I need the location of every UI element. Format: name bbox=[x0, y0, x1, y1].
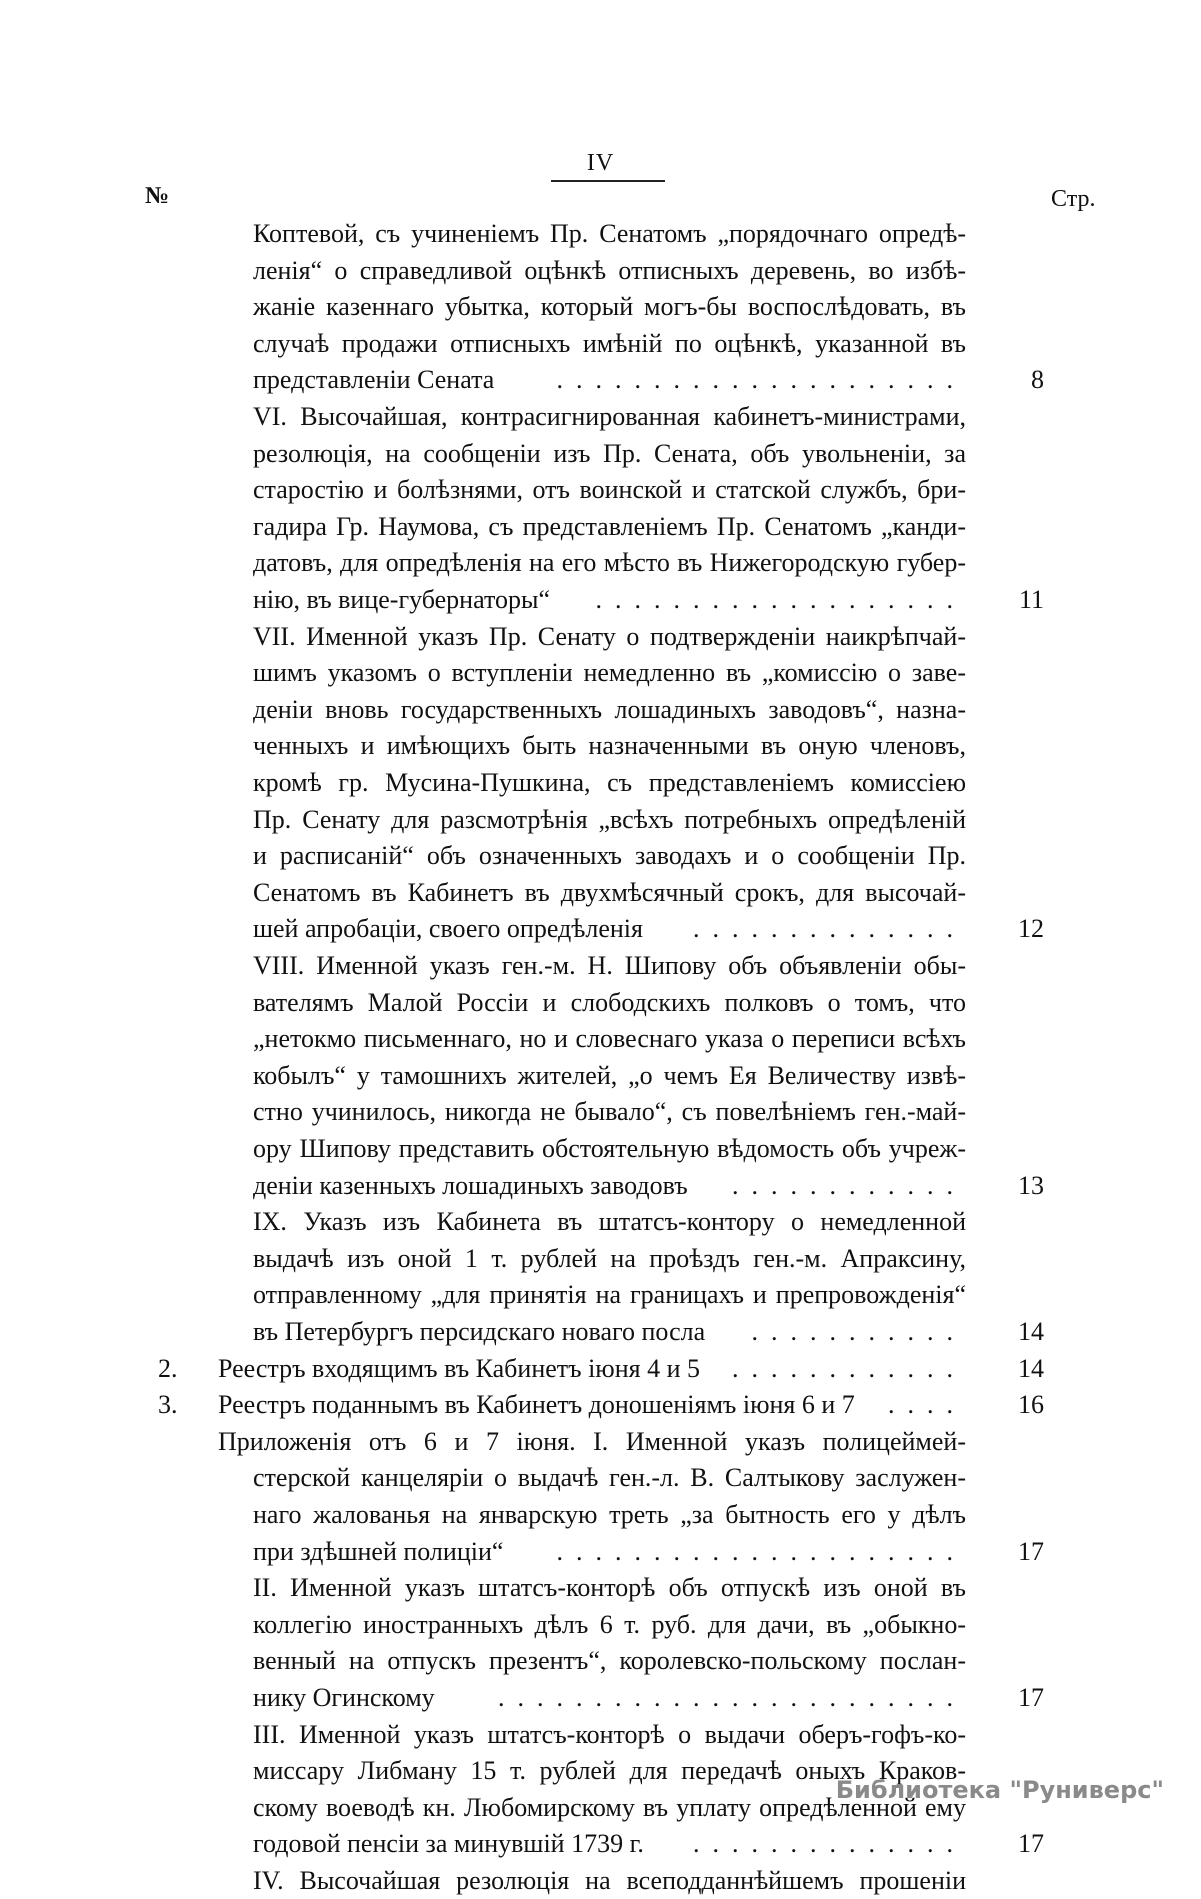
page-reference: 12 bbox=[1018, 914, 1044, 943]
entry-text-line: наго жалованья на январскую треть „за бытность его у дѣлъ bbox=[253, 1500, 966, 1529]
entry-text-line: VI. Высочайшая, контрасигнированная кабинетъ-министрами, bbox=[253, 402, 966, 431]
entry-text-line: отправленному „для принятія на границахъ и препровожденія“ bbox=[253, 1280, 966, 1309]
entry-text: представленіи Сената bbox=[253, 365, 495, 394]
entry-text-line: резолюція, на сообщеніи изъ Пр. Сената, объ увольненіи, за bbox=[253, 439, 966, 468]
entry-text-line: коллегію иностранныхъ дѣлъ 6 т. руб. для дачи, въ „обыкно- bbox=[253, 1610, 966, 1639]
entry-text: нику Огинскому bbox=[253, 1683, 435, 1712]
dot-leader: ........... bbox=[751, 1317, 966, 1346]
dot-leader: .............. bbox=[693, 1829, 966, 1858]
dot-leader: ........................ bbox=[498, 1683, 966, 1712]
entry-text: Реестръ входящимъ въ Кабинетъ іюня 4 и 5 bbox=[218, 1354, 701, 1383]
column-page-label: Стр. bbox=[1051, 186, 1096, 212]
entry-number: 2. bbox=[158, 1354, 178, 1383]
page-reference: 16 bbox=[1018, 1390, 1044, 1419]
entry-number: 3. bbox=[158, 1390, 178, 1419]
entry-text-line bbox=[218, 1387, 966, 1423]
dot-leader: ............ bbox=[732, 1354, 966, 1383]
page-reference: 14 bbox=[1018, 1354, 1044, 1383]
entry-text-line: скому воеводѣ кн. Любомирскому въ уплату опредѣленной ему bbox=[253, 1793, 966, 1822]
entry-text-line bbox=[253, 1314, 966, 1350]
entry-text-line: III. Именной указъ штатсъ-конторѣ о выдачи оберъ-гофъ-ко- bbox=[253, 1720, 966, 1749]
entry-text-line: деніи вновь государственныхъ лошадиныхъ заводовъ“, назна- bbox=[253, 695, 966, 724]
entry-text-line: Пр. Сенату для разсмотрѣнія „всѣхъ потребныхъ опредѣленій bbox=[253, 805, 966, 834]
entry-text-line bbox=[218, 1351, 966, 1387]
entry-text-line bbox=[253, 1680, 966, 1716]
entry-text-line: стерской канцеляріи о выдачѣ ген.-л. В. Салтыкову заслужен- bbox=[253, 1463, 966, 1492]
entry-text-line: Сенатомъ въ Кабинетъ въ двухмѣсячный срокъ, для высочай- bbox=[253, 878, 966, 907]
entry-text: при здѣшней полиціи“ bbox=[253, 1537, 504, 1566]
entry-text-line: ору Шипову представить обстоятельную вѣдомость объ учреж- bbox=[253, 1134, 966, 1163]
entry-text-line: миссару Либману 15 т. рублей для передачѣ оныхъ Краков- bbox=[253, 1756, 966, 1785]
entry-text: годовой пенсіи за минувшій 1739 г. bbox=[253, 1829, 644, 1858]
entry-text-line: кромѣ гр. Мусина-Пушкина, съ представленіемъ комиссіею bbox=[253, 768, 966, 797]
entry-text: деніи казенныхъ лошадиныхъ заводовъ bbox=[253, 1171, 688, 1200]
page-reference: 17 bbox=[1018, 1829, 1044, 1858]
dot-leader: ................... bbox=[595, 585, 966, 614]
dot-leader: ..................... bbox=[556, 365, 966, 394]
page-reference: 13 bbox=[1018, 1171, 1044, 1200]
page-reference: 8 bbox=[1031, 365, 1044, 394]
entry-text-line: случаѣ продажи отписныхъ имѣній по оцѣнкѣ, указанной въ bbox=[253, 329, 966, 358]
entry-text-line: VII. Именной указъ Пр. Сенату о подтвержденіи наикрѣпчай- bbox=[253, 622, 966, 651]
entry-text-line: вателямъ Малой Россіи и слободскихъ полковъ о томъ, что bbox=[253, 988, 966, 1017]
page-reference: 11 bbox=[1018, 585, 1044, 614]
column-number-label: № bbox=[145, 183, 170, 209]
entry-text-line: ленія“ о справедливой оцѣнкѣ отписныхъ деревень, во избѣ- bbox=[253, 256, 966, 285]
dot-leader: .............. bbox=[693, 914, 966, 943]
entry-text-line: IV. Высочайшая резолюція на всеподданнѣйшемъ прошеніи bbox=[253, 1866, 966, 1895]
entry-text-line: венный на отпускъ презентъ“, королевско-польскому послан- bbox=[253, 1646, 966, 1675]
dot-leader: .... bbox=[888, 1390, 966, 1419]
header-rule bbox=[551, 180, 665, 182]
entry-text-line: гадира Гр. Наумова, съ представленіемъ Пр. Сенатомъ „канди- bbox=[253, 512, 966, 541]
entry-text-line: IX. Указъ изъ Кабинета въ штатсъ-контору о немедленной bbox=[253, 1207, 966, 1236]
entry-text-line: Приложенія отъ 6 и 7 іюня. I. Именной указъ полицеймей- bbox=[218, 1427, 966, 1456]
entry-text: въ Петербургъ персидскаго новаго посла bbox=[253, 1317, 706, 1346]
entry-text-line: шимъ указомъ о вступленіи немедленно въ „комиссію о заве- bbox=[253, 658, 966, 687]
entry-text-line: „нетокмо письменнаго, но и словеснаго указа о переписи всѣхъ bbox=[253, 1024, 966, 1053]
entry-text-line bbox=[253, 362, 966, 398]
entry-text-line: VIII. Именной указъ ген.-м. Н. Шипову объ объявленіи обы- bbox=[253, 951, 966, 980]
watermark: Библиотека "Руниверс" bbox=[835, 1776, 1164, 1804]
entry-text-line: выдачѣ изъ оной 1 т. рублей на проѣздъ ген.-м. Апраксину, bbox=[253, 1244, 966, 1273]
entry-text-line: Коптевой, съ учиненіемъ Пр. Сенатомъ „порядочнаго опредѣ- bbox=[253, 219, 966, 248]
entry-text: шей апробаціи, своего опредѣленія bbox=[253, 914, 643, 943]
page-reference: 14 bbox=[1018, 1317, 1044, 1346]
entry-text: Реестръ поданнымъ въ Кабинетъ доношеніямъ іюня 6 и 7 bbox=[218, 1390, 855, 1419]
entry-text-line: кобылъ“ у тамошнихъ жителей, „о чемъ Ея Величеству извѣ- bbox=[253, 1061, 966, 1090]
dot-leader: ..................... bbox=[556, 1537, 966, 1566]
entry-text-line: жаніе казеннаго убытка, который могъ-бы воспослѣдовать, въ bbox=[253, 292, 966, 321]
dot-leader: ............ bbox=[732, 1171, 966, 1200]
entry-text: нію, въ вице-губернаторы“ bbox=[253, 585, 550, 614]
entry-text-line: II. Именной указъ штатсъ-конторѣ объ отпускѣ изъ оной въ bbox=[253, 1573, 966, 1602]
entry-text-line bbox=[253, 911, 966, 947]
entry-text-line: и расписаній“ объ означенныхъ заводахъ и о сообщеніи Пр. bbox=[253, 841, 966, 870]
entry-text-line: ченныхъ и имѣющихъ быть назначенными въ оную членовъ, bbox=[253, 731, 966, 760]
entry-text-line bbox=[253, 582, 966, 618]
entry-text-line: стно учинилось, никогда не бывало“, съ повелѣніемъ ген.-май- bbox=[253, 1097, 966, 1126]
entry-text-line bbox=[253, 1534, 966, 1570]
entry-text-line bbox=[253, 1168, 966, 1204]
page-reference: 17 bbox=[1018, 1683, 1044, 1712]
page-number: IV bbox=[586, 150, 615, 176]
entry-text-line: старостію и болѣзнями, отъ воинской и статской службъ, бри- bbox=[253, 475, 966, 504]
entry-text-line bbox=[253, 1826, 966, 1862]
page-reference: 17 bbox=[1018, 1537, 1044, 1566]
entry-text-line: датовъ, для опредѣленія на его мѣсто въ Нижегородскую губер- bbox=[253, 548, 966, 577]
